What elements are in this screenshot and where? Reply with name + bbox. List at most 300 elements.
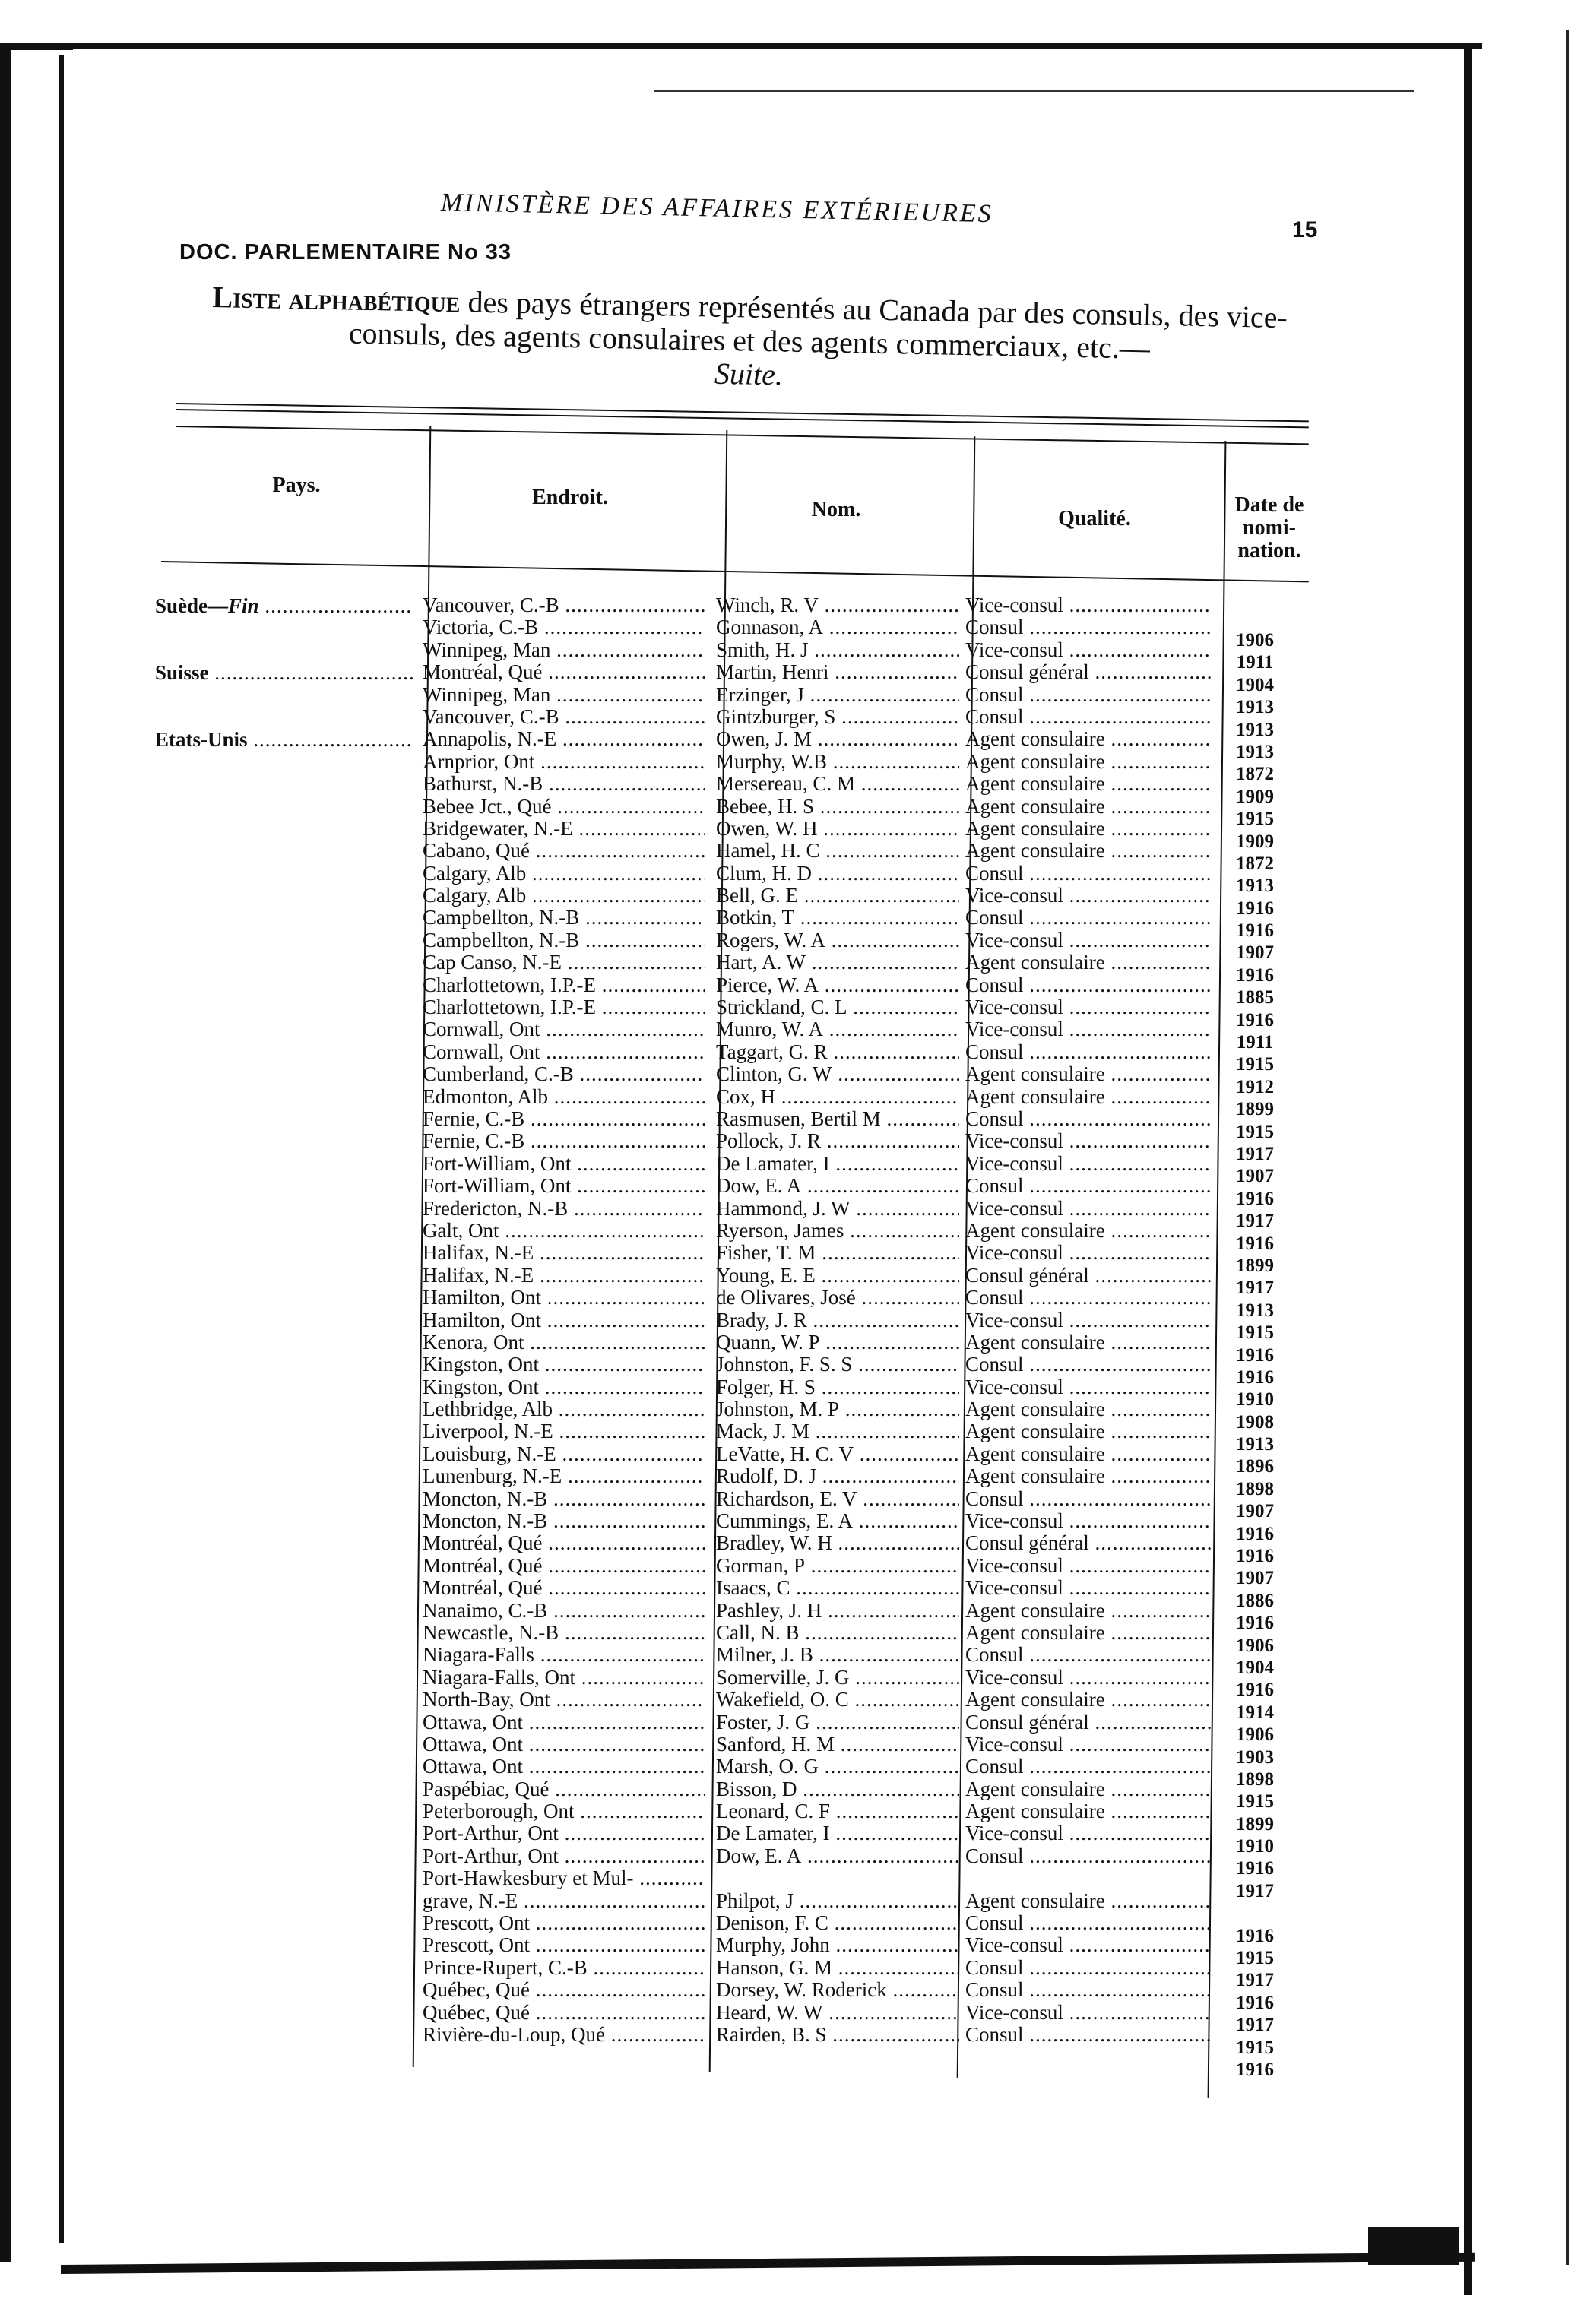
date-cell (1213, 1790, 1297, 1813)
qualite-text: Agent consulaire ..... (965, 1622, 1212, 1644)
qualite-text: Agent consulaire ..... (965, 796, 1212, 818)
nom-text: Smith, H. J ..... (716, 639, 959, 661)
endroit-text: grave, N.-E ..... (423, 1890, 705, 1912)
date-text: 1916 (1236, 920, 1274, 942)
nom-cell (716, 1465, 959, 1487)
qualite-text: Vice-consul ..... (965, 1153, 1212, 1175)
nom-cell (716, 1309, 959, 1331)
date-text: 1913 (1236, 1300, 1274, 1321)
qualite-text: Consul général ..... (965, 661, 1212, 683)
endroit-text: Fernie, C.-B ..... (423, 1130, 705, 1152)
date-text: 1907 (1236, 942, 1274, 964)
qualite-text: Consul ..... (965, 1644, 1212, 1666)
date-text: 1913 (1236, 719, 1274, 740)
qualite-cell (965, 1331, 1212, 1354)
endroit-cell (423, 706, 705, 728)
nom-text: Young, E. E ..... (716, 1265, 959, 1287)
endroit-cell (423, 974, 705, 996)
endroit-text: Halifax, N.-E ..... (423, 1265, 705, 1287)
pays-suffix: Fin (228, 594, 259, 617)
endroit-cell (423, 1242, 705, 1264)
nom-cell (716, 1130, 959, 1152)
date-cell (1213, 1277, 1297, 1299)
nom-cell (716, 1398, 959, 1420)
nom-column (716, 594, 959, 2046)
date-cell (1213, 1344, 1297, 1366)
endroit-text: Kingston, Ont ..... (423, 1376, 705, 1398)
date-text: 1904 (1236, 1657, 1274, 1678)
endroit-cell (423, 1577, 705, 1599)
endroit-cell (423, 885, 705, 907)
endroit-cell (423, 751, 705, 773)
qualite-text: Agent consulaire ..... (965, 1220, 1212, 1242)
nom-cell (716, 885, 959, 907)
nom-text: Rairden, B. S ..... (716, 2024, 959, 2046)
date-cell (1213, 1657, 1297, 1679)
date-cell (1213, 898, 1297, 920)
nom-text: Gorman, P ..... (716, 1555, 959, 1577)
nom-cell (716, 661, 959, 683)
date-text: 1898 (1236, 1478, 1274, 1499)
page-frame-right (1464, 46, 1472, 2295)
endroit-cell (423, 1822, 705, 1844)
endroit-cell (423, 1957, 705, 1979)
endroit-cell (423, 1398, 705, 1420)
endroit-text: Victoria, C.-B ..... (423, 616, 705, 638)
qualite-text: Vice-consul ..... (965, 1309, 1212, 1331)
column-header-qualite: Qualité. (1058, 507, 1131, 530)
date-cell (1213, 1009, 1297, 1031)
endroit-cell (423, 951, 705, 974)
nom-text: Murphy, John ..... (716, 1934, 959, 1956)
nom-cell (716, 1420, 959, 1442)
nom-cell (716, 1957, 959, 1979)
endroit-cell (423, 1465, 705, 1487)
endroit-text: Prescott, Ont ..... (423, 1934, 705, 1956)
endroit-text: Fernie, C.-B ..... (423, 1108, 705, 1130)
endroit-cell (423, 1443, 705, 1465)
endroit-cell (423, 728, 705, 750)
date-cell (1213, 1702, 1297, 1724)
nom-text: Somerville, J. G ..... (716, 1667, 959, 1689)
endroit-text: Montréal, Qué ..... (423, 661, 705, 683)
qualite-text: Vice-consul ..... (965, 929, 1212, 951)
date-cell (1213, 1969, 1297, 1991)
nom-text: Gintzburger, S ..... (716, 706, 959, 728)
date-text: 1903 (1236, 1746, 1274, 1768)
qualite-cell (965, 1912, 1212, 1934)
qualite-cell (965, 840, 1212, 862)
pays-leader-dots (209, 661, 413, 684)
date-text: 1908 (1236, 1411, 1274, 1433)
endroit-cell (423, 2002, 705, 2024)
date-cell (1213, 696, 1297, 718)
qualite-cell (965, 1420, 1212, 1442)
qualite-text: Vice-consul ..... (965, 1242, 1212, 1264)
date-cell (1213, 1233, 1297, 1255)
qualite-text: Agent consulaire ..... (965, 728, 1212, 750)
qualite-text: Agent consulaire ..... (965, 1398, 1212, 1420)
endroit-cell (423, 1800, 705, 1822)
date-text: 1909 (1236, 831, 1274, 852)
nom-cell (716, 1331, 959, 1354)
endroit-cell (423, 907, 705, 929)
nom-text: De Lamater, I ..... (716, 1153, 959, 1175)
pays-leader-dots (248, 728, 413, 751)
nom-cell (716, 1086, 959, 1108)
date-cell (1213, 1411, 1297, 1433)
nom-text: Erzinger, J ..... (716, 684, 959, 706)
endroit-text: Ottawa, Ont ..... (423, 1734, 705, 1756)
qualite-cell (965, 684, 1212, 706)
endroit-cell (423, 1778, 705, 1800)
endroit-text: Charlottetown, I.P.-E ..... (423, 974, 705, 996)
nom-text: Folger, H. S ..... (716, 1376, 959, 1398)
qualite-column (965, 594, 1212, 2046)
endroit-cell (423, 1555, 705, 1577)
date-text: 1916 (1236, 1680, 1274, 1701)
date-text: 1872 (1236, 764, 1274, 785)
endroit-text: Cumberland, C.-B ..... (423, 1063, 705, 1085)
qualite-cell (965, 1153, 1212, 1175)
page-frame-inner-left (59, 55, 64, 2243)
endroit-text: Montréal, Qué ..... (423, 1577, 705, 1599)
column-header-date (1216, 494, 1323, 562)
endroit-text: Vancouver, C.-B ..... (423, 706, 705, 728)
date-cell (1213, 1545, 1297, 1567)
date-text: 1916 (1236, 1992, 1274, 2013)
endroit-text: Fredericton, N.-B ..... (423, 1198, 705, 1220)
page-edge-right (1566, 30, 1569, 2265)
qualite-text: Agent consulaire ..... (965, 1420, 1212, 1442)
nom-cell (716, 840, 959, 862)
nom-text: Pashley, J. H ..... (716, 1600, 959, 1622)
date-text: 1909 (1236, 786, 1274, 807)
endroit-text: Campbellton, N.-B ..... (423, 929, 705, 951)
nom-cell (716, 1577, 959, 1599)
nom-text: Martin, Henri ..... (716, 661, 959, 683)
date-cell (1213, 1902, 1297, 1924)
endroit-text: Winnipeg, Man ..... (423, 684, 705, 706)
date-text: 1915 (1236, 1322, 1274, 1344)
endroit-cell (423, 1711, 705, 1734)
date-cell (1213, 831, 1297, 853)
date-text: 1916 (1236, 1523, 1274, 1544)
pays-label (155, 661, 413, 685)
qualite-cell (965, 818, 1212, 840)
qualite-cell (965, 1532, 1212, 1554)
date-cell (1213, 1590, 1297, 1612)
qualite-text: Agent consulaire ..... (965, 1086, 1212, 1108)
pays-label (155, 594, 413, 618)
qualite-cell (965, 1510, 1212, 1532)
nom-cell (716, 863, 959, 885)
endroit-cell (423, 1488, 705, 1510)
qualite-cell (965, 1957, 1212, 1979)
endroit-cell (423, 796, 705, 818)
endroit-text: Québec, Qué ..... (423, 2002, 705, 2024)
date-cell (1213, 1053, 1297, 1075)
qualite-text: Vice-consul ..... (965, 1667, 1212, 1689)
qualite-text: Consul ..... (965, 1175, 1212, 1197)
endroit-cell (423, 616, 705, 638)
qualite-text: Consul ..... (965, 863, 1212, 885)
title-text: des pays étrangers représentés au Canada par des consuls, des vice-consuls, des agents consulaires et des agents commerciaux, etc.— (348, 284, 1288, 366)
qualite-cell (965, 1600, 1212, 1622)
nom-cell (716, 1175, 959, 1197)
nom-cell (716, 1845, 959, 1867)
endroit-cell (423, 2024, 705, 2046)
date-cell (1213, 1076, 1297, 1098)
qualite-cell (965, 1979, 1212, 2001)
date-text: 1916 (1236, 964, 1274, 986)
date-cell (1213, 964, 1297, 986)
qualite-text: Consul ..... (965, 616, 1212, 638)
endroit-cell (423, 1644, 705, 1666)
endroit-cell (423, 1890, 705, 1912)
qualite-text: Consul général ..... (965, 1265, 1212, 1287)
qualite-text: Vice-consul ..... (965, 996, 1212, 1018)
endroit-text: Montréal, Qué ..... (423, 1532, 705, 1554)
nom-text: Richardson, E. V ..... (716, 1488, 959, 1510)
nom-text: Dorsey, W. Roderick ..... (716, 1979, 959, 2001)
nom-text: Milner, J. B ..... (716, 1644, 959, 1666)
nom-cell (716, 1800, 959, 1822)
qualite-cell (965, 751, 1212, 773)
endroit-text: Ottawa, Ont ..... (423, 1711, 705, 1734)
nom-text: Cox, H ..... (716, 1086, 959, 1108)
endroit-cell (423, 840, 705, 862)
qualite-text: Agent consulaire ..... (965, 1778, 1212, 1800)
qualite-cell (965, 1265, 1212, 1287)
qualite-cell (965, 773, 1212, 795)
nom-cell (716, 1153, 959, 1175)
endroit-text: Nanaimo, C.-B ..... (423, 1600, 705, 1622)
date-cell (1213, 1813, 1297, 1835)
nom-text: Rogers, W. A ..... (716, 929, 959, 951)
date-text: 1907 (1236, 1166, 1274, 1187)
nom-text: Hart, A. W ..... (716, 951, 959, 974)
qualite-text: Vice-consul ..... (965, 885, 1212, 907)
qualite-cell (965, 796, 1212, 818)
endroit-cell (423, 1376, 705, 1398)
nom-cell (716, 1488, 959, 1510)
endroit-cell (423, 1041, 705, 1063)
date-text: 1916 (1236, 1233, 1274, 1254)
date-text: 1917 (1236, 1143, 1274, 1164)
qualite-cell (965, 661, 1212, 683)
endroit-text: Bebee Jct., Qué ..... (423, 796, 705, 818)
endroit-cell (423, 1331, 705, 1354)
qualite-text: Consul ..... (965, 1756, 1212, 1778)
date-text: 1917 (1236, 1970, 1274, 1991)
date-text: 1915 (1236, 1054, 1274, 1075)
nom-cell (716, 684, 959, 706)
date-text: 1917 (1236, 1880, 1274, 1901)
qualite-text: Agent consulaire ..... (965, 1443, 1212, 1465)
nom-text: LeVatte, H. C. V ..... (716, 1443, 959, 1465)
qualite-cell (965, 1309, 1212, 1331)
endroit-column (423, 594, 705, 2046)
date-cell (1213, 1165, 1297, 1187)
nom-text: Mersereau, C. M ..... (716, 773, 959, 795)
nom-cell (716, 1934, 959, 1956)
qualite-text: Agent consulaire ..... (965, 773, 1212, 795)
nom-text: Bell, G. E ..... (716, 885, 959, 907)
endroit-cell (423, 818, 705, 840)
nom-cell (716, 818, 959, 840)
qualite-cell (965, 1667, 1212, 1689)
nom-cell (716, 706, 959, 728)
nom-text: Clum, H. D ..... (716, 863, 959, 885)
nom-text: Cummings, E. A ..... (716, 1510, 959, 1532)
endroit-cell (423, 1845, 705, 1867)
qualite-cell (965, 1287, 1212, 1309)
doc-number: DOC. PARLEMENTAIRE No 33 (179, 240, 512, 264)
date-cell (1213, 1500, 1297, 1522)
qualite-text: Agent consulaire ..... (965, 1890, 1212, 1912)
nom-cell (716, 1822, 959, 1844)
qualite-text: Agent consulaire ..... (965, 1063, 1212, 1085)
date-text: 1886 (1236, 1590, 1274, 1611)
nom-cell (716, 1443, 959, 1465)
endroit-cell (423, 1622, 705, 1644)
nom-cell (716, 1756, 959, 1778)
nom-cell (716, 2024, 959, 2046)
date-cell (1213, 1388, 1297, 1411)
date-cell (1213, 853, 1297, 875)
date-text: 1915 (1236, 1121, 1274, 1142)
nom-cell (716, 1018, 959, 1040)
nom-text: Rudolf, D. J ..... (716, 1465, 959, 1487)
date-cell (1213, 1210, 1297, 1232)
qualite-cell (965, 728, 1212, 750)
endroit-text: Edmonton, Alb ..... (423, 1086, 705, 1108)
nom-cell (716, 1198, 959, 1220)
endroit-cell (423, 1354, 705, 1376)
date-text: 1916 (1236, 1344, 1274, 1366)
endroit-text: Peterborough, Ont ..... (423, 1800, 705, 1822)
nom-text: Quann, W. P ..... (716, 1331, 959, 1354)
nom-cell (716, 1354, 959, 1376)
date-cell (1213, 2037, 1297, 2059)
date-cell (1213, 1366, 1297, 1388)
qualite-cell (965, 1376, 1212, 1398)
nom-cell (716, 616, 959, 638)
date-text: 1915 (1236, 2037, 1274, 2058)
endroit-cell (423, 684, 705, 706)
running-head-ministry: MINISTÈRE DES AFFAIRES EXTÉRIEURES (440, 188, 994, 229)
qualite-cell (965, 1890, 1212, 1912)
nom-text: Fisher, T. M ..... (716, 1242, 959, 1264)
qualite-text: Agent consulaire ..... (965, 1600, 1212, 1622)
endroit-text: Moncton, N.-B ..... (423, 1488, 705, 1510)
nom-text: de Olivares, José ..... (716, 1287, 959, 1309)
qualite-cell (965, 1220, 1212, 1242)
nom-cell (716, 1220, 959, 1242)
pays-label (155, 728, 413, 752)
endroit-cell (423, 929, 705, 951)
endroit-cell (423, 661, 705, 683)
date-cell (1213, 1768, 1297, 1790)
nom-cell (716, 1867, 959, 1889)
endroit-cell (423, 639, 705, 661)
endroit-cell (423, 1734, 705, 1756)
date-cell (1213, 1612, 1297, 1634)
qualite-cell (965, 1934, 1212, 1956)
date-cell (1213, 1478, 1297, 1500)
date-cell (1213, 1098, 1297, 1120)
date-column (1213, 629, 1297, 2081)
date-cell (1213, 1031, 1297, 1053)
qualite-text: Consul ..... (965, 684, 1212, 706)
endroit-cell (423, 1934, 705, 1956)
nom-cell (716, 1265, 959, 1287)
endroit-cell (423, 1979, 705, 2001)
nom-cell (716, 951, 959, 974)
endroit-cell (423, 1689, 705, 1711)
date-cell (1213, 1300, 1297, 1322)
endroit-text: Kenora, Ont ..... (423, 1331, 705, 1354)
qualite-text: Consul ..... (965, 1912, 1212, 1934)
qualite-cell (965, 1689, 1212, 1711)
date-cell (1213, 920, 1297, 942)
qualite-cell (965, 863, 1212, 885)
nom-cell (716, 1912, 959, 1934)
qualite-text: Vice-consul ..... (965, 1934, 1212, 1956)
endroit-text: Cap Canso, N.-E ..... (423, 951, 705, 974)
qualite-cell (965, 1734, 1212, 1756)
nom-cell (716, 751, 959, 773)
nom-text: Isaacs, C ..... (716, 1577, 959, 1599)
date-text: 1906 (1236, 1635, 1274, 1656)
date-cell (1213, 629, 1297, 651)
date-text: 1913 (1236, 697, 1274, 718)
nom-text: Sanford, H. M ..... (716, 1734, 959, 1756)
nom-text: Winch, R. V ..... (716, 594, 959, 616)
endroit-text: Galt, Ont ..... (423, 1220, 705, 1242)
date-text: 1917 (1236, 1211, 1274, 1232)
nom-cell (716, 1555, 959, 1577)
endroit-cell (423, 1867, 705, 1889)
endroit-text: Québec, Qué ..... (423, 1979, 705, 2001)
date-text: 1913 (1236, 741, 1274, 762)
nom-cell (716, 1510, 959, 1532)
qualite-cell (965, 1018, 1212, 1040)
qualite-text: Vice-consul ..... (965, 639, 1212, 661)
date-text: 1899 (1236, 1099, 1274, 1120)
qualite-text: Consul ..... (965, 907, 1212, 929)
endroit-text: Port-Hawkesbury et Mul- ..... (423, 1867, 705, 1889)
endroit-text: Niagara-Falls ..... (423, 1644, 705, 1666)
qualite-cell (965, 1242, 1212, 1264)
endroit-cell (423, 1018, 705, 1040)
date-cell (1213, 763, 1297, 785)
date-text: 1885 (1236, 987, 1274, 1008)
endroit-cell (423, 1108, 705, 1130)
date-text: 1911 (1236, 652, 1274, 673)
date-cell (1213, 674, 1297, 696)
page-number: 15 (1292, 217, 1318, 242)
page-frame-top (53, 43, 1482, 49)
date-cell (1213, 1143, 1297, 1165)
endroit-text: Halifax, N.-E ..... (423, 1242, 705, 1264)
endroit-cell (423, 863, 705, 885)
nom-cell (716, 728, 959, 750)
endroit-text: Montréal, Qué ..... (423, 1555, 705, 1577)
endroit-text: Prescott, Ont ..... (423, 1912, 705, 1934)
page-frame-bottom (61, 2253, 1475, 2274)
